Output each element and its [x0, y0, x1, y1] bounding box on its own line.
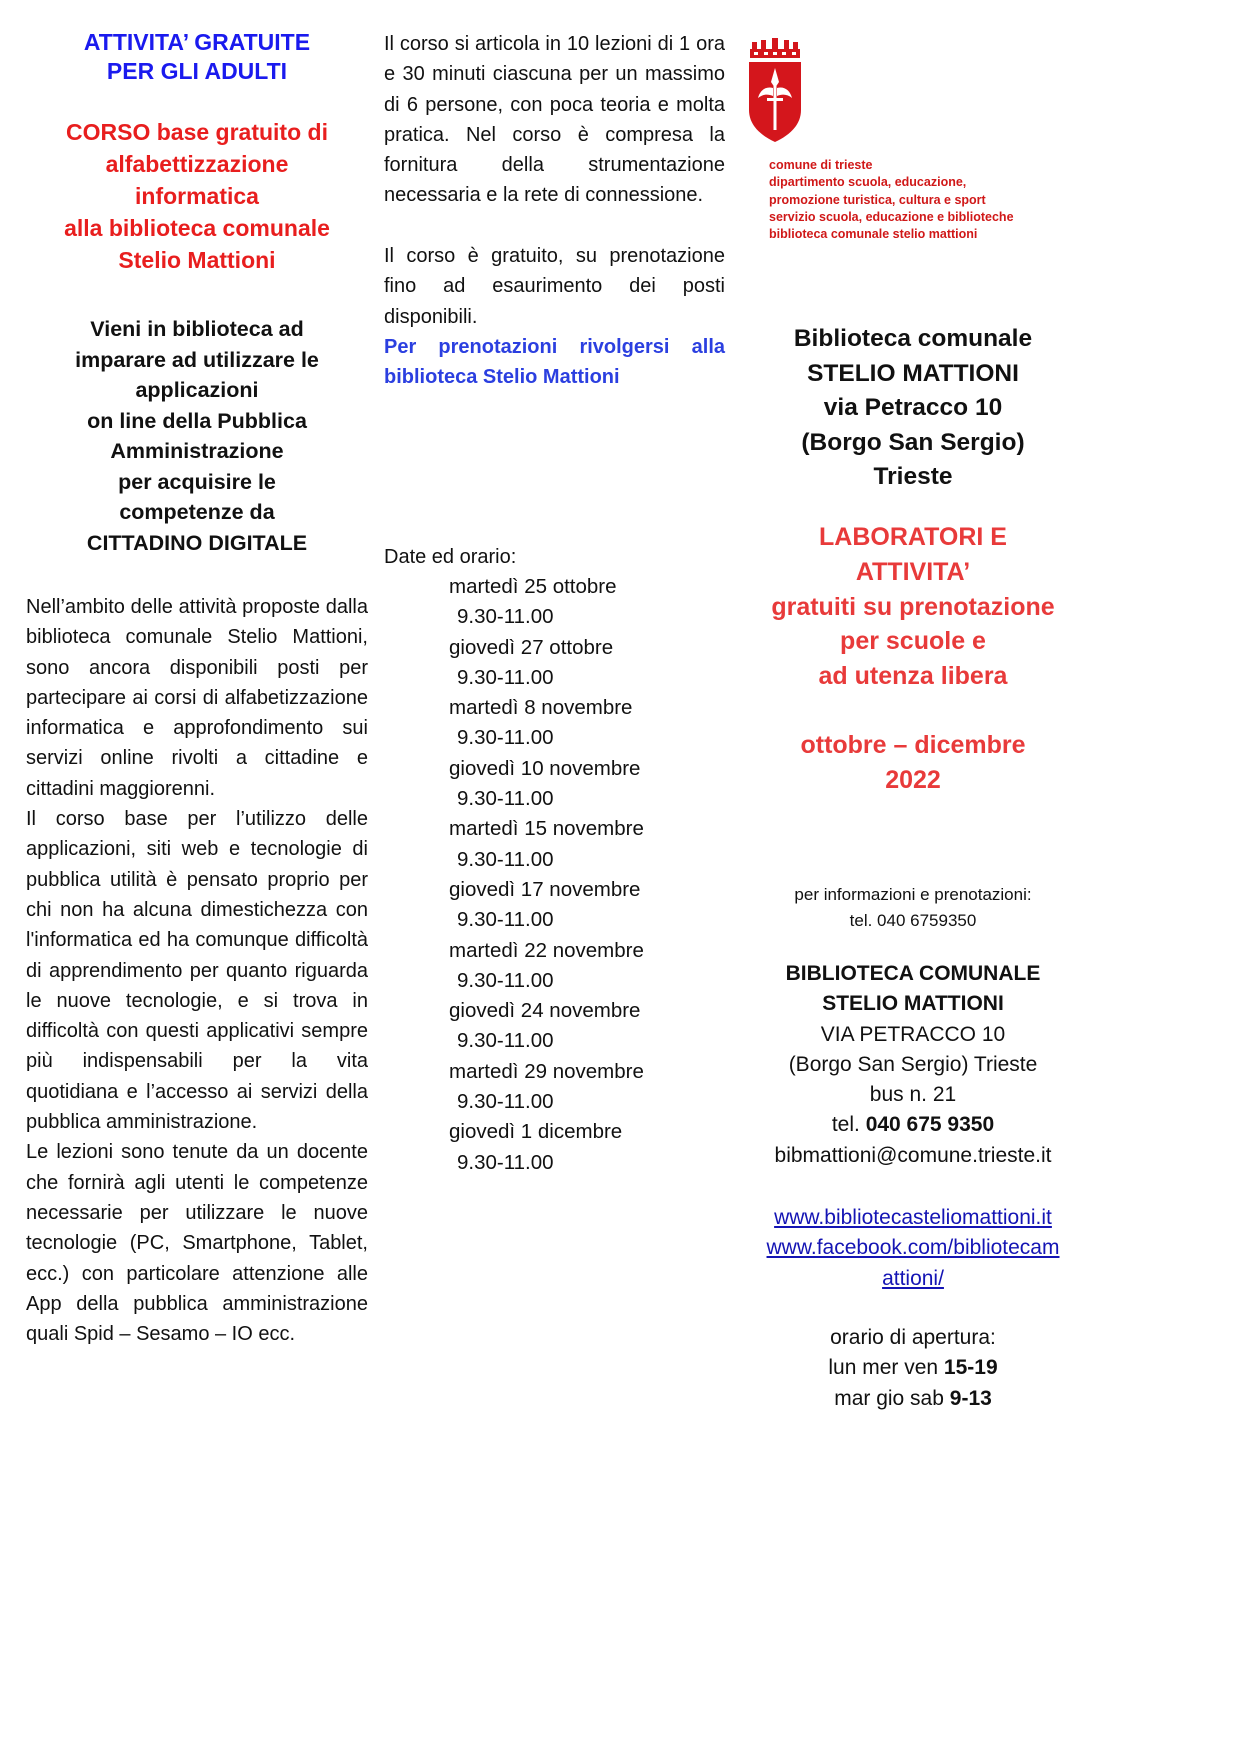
facebook-link[interactable]: www.facebook.com/bibliotecam [766, 1236, 1060, 1260]
facebook-link-continued[interactable]: attioni/ [882, 1266, 944, 1290]
session-day: martedì 22 novembre [449, 938, 644, 962]
email[interactable]: bibmattioni@comune.trieste.it [774, 1143, 1052, 1167]
session-day: giovedì 17 novembre [449, 877, 641, 901]
session-time: 9.30-11.00 [457, 1090, 554, 1114]
period: ottobre – dicembre 2022 [800, 731, 1026, 794]
department-header: comune di trieste dipartimento scuola, educazione, promozione turistica, cultura e sport servizio scuola, educazione e biblioteche biblioteca comunale stelio mattioni [769, 158, 1014, 242]
course-details [384, 29, 725, 393]
dates-title: Date ed orario: [384, 546, 517, 568]
labs-title: LABORATORI E ATTIVITA’ gratuiti su prenotazione per scuole e ad utenza libera [771, 523, 1055, 691]
paragraph: Nell’ambito delle attività proposte dalla biblioteca comunale Stelio Mattioni, sono ancora disponibili posti per partecipare ai corsi di alfabetizzazione informatica e approfondimento sui servizi online rivolti a cittadine e cittadini maggiorenni. [26, 596, 368, 800]
course-info: Il corso si articola in 10 lezioni di 1 ora e 30 minuti ciascuna per un massimo di 6 persone, con poca teoria e molta pratica. Nel corso è compresa la fornitura della strumentazione necessaria e la rete di connessione. [384, 33, 725, 207]
booking-info: Per prenotazioni rivolgersi alla biblioteca Stelio Mattioni [384, 335, 725, 389]
session-time: 9.30-11.00 [457, 847, 554, 871]
opening-hours: orario di apertura: lun mer ven 15-19 mar gio sab 9-13 [828, 1326, 998, 1410]
session-time: 9.30-11.00 [457, 726, 554, 750]
bus: bus n. 21 [869, 1083, 957, 1107]
session-time: 9.30-11.00 [457, 787, 554, 811]
session-day: giovedì 1 dicembre [449, 1120, 623, 1144]
area: (Borgo San Sergio) Trieste [788, 1052, 1038, 1076]
library-name: STELIO MATTIONI [822, 992, 1004, 1016]
free-info: Il corso è gratuito, su prenotazione fino ad esaurimento dei posti disponibili. [384, 245, 725, 328]
course-title: CORSO base gratuito di alfabettizzazione informatica alla biblioteca comunale Stelio Mattioni [64, 119, 330, 273]
session-day: martedì 15 novembre [449, 817, 644, 841]
session-time: 9.30-11.00 [457, 968, 554, 992]
session-day: giovedì 10 novembre [449, 756, 641, 780]
trieste-crest-logo [748, 38, 802, 144]
intro-text: Vieni in biblioteca ad imparare ad utilizzare le applicazioni on line della Pubblica Amministrazione per acquisire le competenze da CITTADINO DIGITALE [75, 317, 319, 555]
library-title: Biblioteca comunale STELIO MATTIONI via Petracco 10 (Borgo San Sergio) Trieste [793, 325, 1033, 490]
session-time: 9.30-11.00 [457, 908, 554, 932]
street: VIA PETRACCO 10 [820, 1022, 1006, 1046]
paragraph: Il corso base per l’utilizzo delle applicazioni, siti web e tecnologie di pubblica utilità è pensato proprio per chi non ha alcuna dimestichezza con l'informatica ed ha comunque difficoltà di apprendimento per quanto riguarda le nuove tecnologie, e si trova in difficoltà con questi applicativi sempre più indispensabili per la vita quotidiana e l’accesso ai servizi della pubblica amministrazione. [26, 808, 368, 1134]
paragraph: Le lezioni sono tenute da un docente che fornirà agli utenti le competenze necessarie per utilizzare le nuove tecnologie (PC, Smartphone, Tablet, ecc.) con particolare attenzione alle App della pubblica amministrazione quali Spid – Sesamo – IO ecc. [26, 1141, 368, 1346]
course-description [26, 592, 368, 1349]
session-time: 9.30-11.00 [457, 1029, 554, 1053]
library-name: BIBLIOTECA COMUNALE [785, 962, 1041, 985]
phone: tel. 040 675 9350 [831, 1113, 995, 1137]
session-day: martedì 29 novembre [449, 1059, 644, 1083]
website-link[interactable]: www.bibliotecasteliomattioni.it [774, 1206, 1052, 1229]
web-links [740, 1203, 1086, 1294]
free-activities-heading: ATTIVITA’ GRATUITE PER GLI ADULTI [83, 29, 311, 84]
info-contact: per informazioni e prenotazioni: tel. 040 6759350 [794, 885, 1032, 930]
session-day: giovedì 27 ottobre [449, 635, 614, 659]
session-time: 9.30-11.00 [457, 605, 554, 629]
session-day: martedì 8 novembre [449, 696, 633, 720]
session-time: 9.30-11.00 [457, 665, 554, 689]
session-day: giovedì 24 novembre [449, 999, 641, 1023]
session-day: martedì 25 ottobre [449, 575, 617, 598]
library-address [740, 959, 1086, 1171]
session-list [449, 572, 644, 1178]
session-time: 9.30-11.00 [457, 1150, 554, 1174]
